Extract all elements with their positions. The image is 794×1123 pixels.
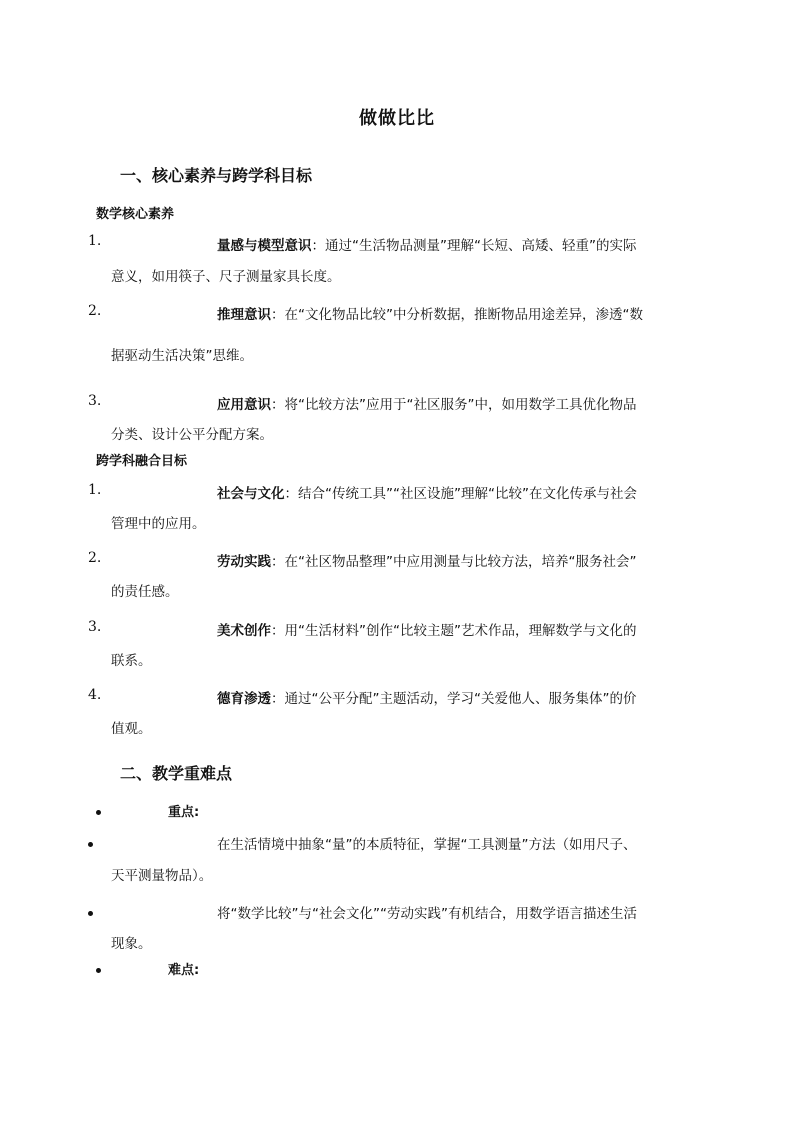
item-continuation: 管理中的应用。	[111, 516, 206, 532]
list-item	[217, 303, 643, 323]
item-continuation: 值观。	[111, 721, 152, 737]
list-item: 在生活情境中抽象“量”的本质特征，掌握“工具测量”方法（如用尺子、	[217, 837, 637, 853]
difficult-points-label: 难点:	[168, 963, 200, 978]
list-item: 将“数学比较”与“社会文化”“劳动实践”有机结合，用数学语言描述生活	[217, 906, 637, 922]
item-text: ：结合“传统工具”“社区设施”理解“比较”在文化传承与社会	[284, 486, 637, 502]
item-text: ：用“生活材料”创作“比较主题”艺术作品，理解数学与文化的	[271, 623, 637, 639]
item-label: 劳动实践	[217, 554, 271, 570]
subheading-cross-discipline: 跨学科融合目标	[96, 454, 188, 469]
list-item	[217, 482, 637, 502]
item-continuation: 天平测量物品）。	[111, 868, 213, 884]
item-text: ：在“文化物品比较”中分析数据，推断物品用途差异，渗透“数	[271, 307, 643, 323]
item-label: 美术创作	[217, 623, 271, 639]
key-points-label: 重点:	[168, 805, 200, 820]
bullet-icon	[88, 842, 93, 847]
item-continuation: 意义，如用筷子、尺子测量家具长度。	[111, 269, 341, 285]
item-text: ：通过“公平分配”主题活动，学习“关爱他人、服务集体”的价	[271, 691, 637, 707]
list-number: 4.	[88, 687, 102, 703]
item-continuation: 分类、设计公平分配方案。	[111, 427, 273, 443]
list-number: 2.	[88, 550, 102, 566]
item-label: 推理意识	[217, 307, 271, 323]
subheading-math-literacy: 数学核心素养	[96, 207, 175, 222]
item-text: ：在“社区物品整理”中应用测量与比较方法，培养“服务社会”	[271, 554, 637, 570]
item-label: 社会与文化	[217, 486, 285, 502]
page-title: 做做比比	[359, 108, 435, 129]
item-label: 量感与模型意识	[217, 238, 312, 254]
section-heading-core-goals: 一、核心素养与跨学科目标	[120, 166, 313, 185]
item-label: 德育渗透	[217, 691, 271, 707]
list-number: 1.	[88, 233, 102, 249]
item-text: ：将“比较方法”应用于“社区服务”中，如用数学工具优化物品	[271, 397, 637, 413]
item-continuation: 联系。	[111, 653, 152, 669]
list-item	[217, 234, 636, 254]
item-continuation: 现象。	[111, 936, 152, 952]
bullet-icon	[96, 810, 101, 815]
list-item	[217, 550, 636, 570]
bullet-icon	[96, 968, 101, 973]
item-continuation: 据驱动生活决策”思维。	[111, 348, 253, 364]
item-continuation: 的责任感。	[111, 584, 179, 600]
list-item	[217, 687, 636, 707]
list-item	[217, 393, 636, 413]
list-number: 2.	[88, 303, 102, 319]
list-item	[217, 619, 636, 639]
bullet-icon	[88, 911, 93, 916]
section-heading-key-difficult: 二、教学重难点	[120, 764, 233, 783]
list-number: 3.	[88, 619, 102, 635]
list-number: 1.	[88, 482, 102, 498]
item-label: 应用意识	[217, 397, 271, 413]
item-text: ：通过“生活物品测量”理解“长短、高矮、轻重”的实际	[311, 238, 637, 254]
list-number: 3.	[88, 393, 102, 409]
